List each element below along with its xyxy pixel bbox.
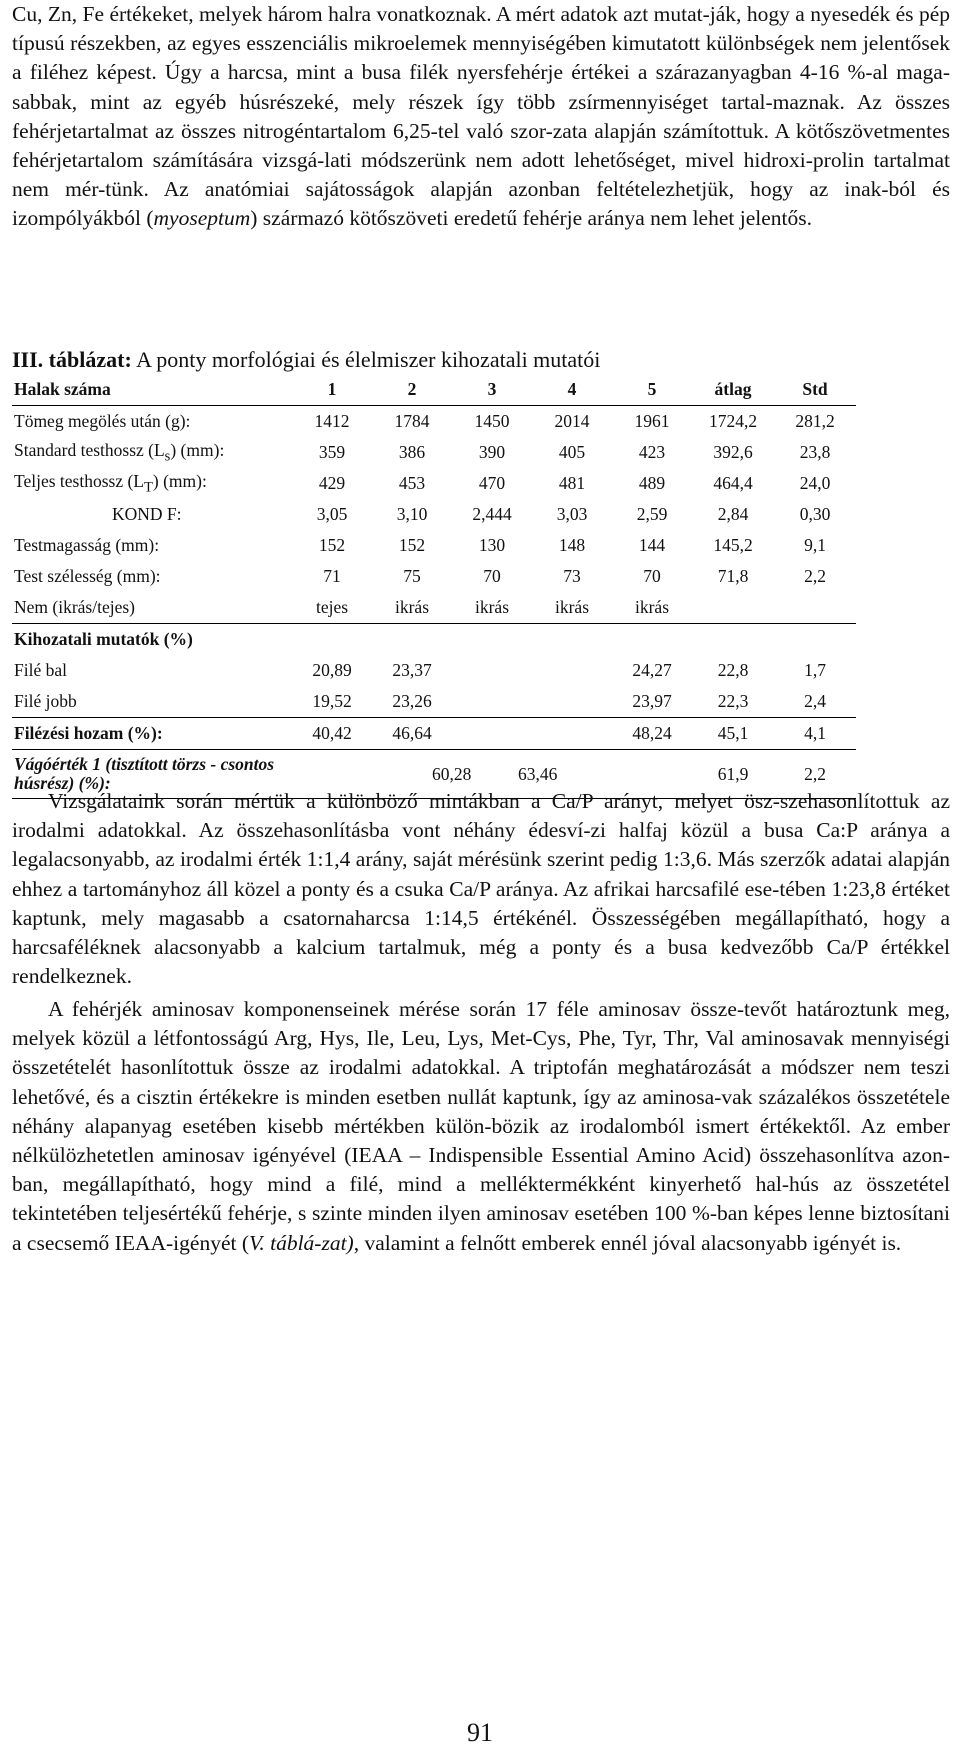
- table-cell: 2014: [554, 411, 590, 431]
- table-cell: 2,2: [804, 566, 826, 586]
- header-cell: Halak száma: [12, 374, 292, 406]
- table-caption-label: III. táblázat:: [12, 347, 132, 372]
- table-cell: 144: [638, 535, 666, 555]
- table-cell: 1450: [474, 411, 510, 431]
- table-cell: [532, 686, 612, 718]
- table-cell: 71,8: [717, 566, 749, 586]
- table-cell: 2,59: [636, 504, 668, 524]
- subscript: s: [164, 448, 171, 465]
- table-row: [12, 530, 856, 561]
- table-cell: 423: [638, 442, 666, 462]
- table-cell: 45,1: [692, 718, 774, 750]
- row-label: Filézési hozam (%):: [12, 718, 292, 750]
- row-label: Tömeg megölés után (g):: [14, 411, 191, 431]
- table-cell: 2,4: [804, 691, 826, 711]
- table-cell: 71: [323, 566, 341, 586]
- section-label: Kihozatali mutatók (%): [12, 624, 292, 656]
- header-cell: 3: [452, 374, 532, 406]
- table-cell: 60,28: [372, 750, 452, 799]
- row-label: Test szélesség (mm):: [14, 566, 161, 586]
- table-cell: 359: [318, 442, 346, 462]
- table-cell: 148: [558, 535, 586, 555]
- row-label-text: Standard testhossz (L: [14, 439, 165, 460]
- table-row: [12, 686, 856, 718]
- table-cell: ikrás: [634, 597, 670, 617]
- row-label: Vágóérték 1 (tisztított törzs - csontos húsrész) (%):: [12, 750, 292, 799]
- table-row: [12, 437, 856, 468]
- table-cell: 75: [403, 566, 421, 586]
- table-cell: 70: [483, 566, 501, 586]
- table-cell: 22,8: [717, 660, 749, 680]
- paragraph-3-text-b: , valamint a felnőtt emberek ennél jóval alacsonyabb igényét is.: [353, 1230, 902, 1255]
- table-cell: [532, 718, 612, 750]
- table-cell: 23,26: [392, 691, 432, 711]
- table-caption-text: A ponty morfológiai és élelmiszer kihozatali mutatói: [131, 347, 601, 372]
- table-cell: 386: [398, 442, 426, 462]
- table-cell: 3,10: [396, 504, 428, 524]
- table-row: [12, 561, 856, 592]
- table-cell: 390: [478, 442, 506, 462]
- table-cell: 19,52: [312, 691, 352, 711]
- table-cell: 20,89: [312, 660, 352, 680]
- table-row: [12, 592, 856, 624]
- row-label: [12, 437, 292, 468]
- table-cell: 2,444: [472, 504, 512, 524]
- table-cell: ikrás: [474, 597, 510, 617]
- table-cell: 4,1: [774, 718, 856, 750]
- header-cell: Std: [774, 374, 856, 406]
- table-caption: [12, 345, 950, 374]
- header-cell: 5: [612, 374, 692, 406]
- table-cell: 46,64: [372, 718, 452, 750]
- table-cell: 481: [558, 473, 586, 493]
- row-label: [12, 468, 292, 499]
- table-cell: 489: [638, 473, 666, 493]
- table-cell: 152: [318, 535, 346, 555]
- table-cell: 23,37: [392, 660, 432, 680]
- header-cell: 2: [372, 374, 452, 406]
- table-cell: [692, 592, 774, 624]
- paragraph-1-text-b: ) származó kötőszöveti eredetű fehérje aránya nem lehet jelentős.: [250, 206, 812, 231]
- page-number: 91: [467, 1718, 493, 1747]
- paragraph-3-italic: V. táblá-zat): [249, 1230, 354, 1255]
- table-row: [12, 499, 856, 530]
- table-cell: 1961: [634, 411, 670, 431]
- table-cell: 392,6: [713, 442, 753, 462]
- table-cell: 152: [398, 535, 426, 555]
- table-cell: 48,24: [612, 718, 692, 750]
- table-cell: 464,4: [713, 473, 753, 493]
- row-label: Filé jobb: [14, 691, 77, 711]
- table-cell: ikrás: [554, 597, 590, 617]
- row-label-suffix: ) (mm):: [170, 439, 225, 460]
- table-cell: 2,2: [774, 750, 856, 799]
- table-row: [12, 718, 856, 750]
- paragraph-1: [12, 0, 950, 234]
- table-cell: 2,84: [717, 504, 749, 524]
- paragraph-3: [12, 995, 950, 1258]
- paragraph-1-text-a: Cu, Zn, Fe értékeket, melyek három halra vonatkoznak. A mért adatok azt mutat-ják, hogy a nyesedék és pép típusú részekben, az egyes esszenciális mikroelemek mennyiségében kimutatott különbségek nem jelentősek a filéhez képest. Úgy a harcsa, mint a busa filék nyersfehérje értékei a szárazanyagban 4-16 %-al maga-sabbak, mint az egyéb húsrészeké, mely részek így több zsírmennyiséget tartal-maznak. Az összes fehérjetartalmat az összes nitrogéntartalom 6,25-tel való szor-zata alapján számítottuk. A kötőszövetmentes fehérjetartalom számítására vizsgá-lati módszerünk nem adott lehetőséget, mivel hidroxi-prolin tartalmat nem mér-tünk. Az anatómiai sajátosságok alapján azonban feltételezhetjük, hogy az inak-ból és izompólyákból (: [12, 2, 950, 231]
- table-cell: 63,46: [452, 750, 532, 799]
- row-label: Filé bal: [14, 660, 67, 680]
- table-cell: 73: [563, 566, 581, 586]
- table-row: [12, 468, 856, 499]
- table-cell: 470: [478, 473, 506, 493]
- table-cell: 24,0: [799, 473, 831, 493]
- row-label-text: Teljes testhossz (L: [14, 470, 144, 491]
- table-cell: 61,9: [692, 750, 774, 799]
- table-cell: 1784: [394, 411, 430, 431]
- row-label: Testmagasság (mm):: [14, 535, 160, 555]
- table-cell: 405: [558, 442, 586, 462]
- table-cell: [452, 718, 532, 750]
- row-label: Nem (ikrás/tejes): [14, 597, 135, 617]
- table-cell: 40,42: [292, 718, 372, 750]
- table-cell: 453: [398, 473, 426, 493]
- table-cell: 1412: [314, 411, 350, 431]
- section-row: [12, 624, 856, 656]
- table-cell: 22,3: [717, 691, 749, 711]
- paragraph-3-text-a: A fehérjék aminosav komponenseinek mérése során 17 féle aminosav össze-tevőt határoztunk meg, melyek közül a létfontosságú Arg, Hys, Ile, Leu, Lys, Met-Cys, Phe, Tyr, Thr, Val aminosavak mennyiségi összetételét hasonlítottuk össze az irodalmi adatokkal. A triptofán meghatározását a módszer nem teszi lehetővé, és a cisztin értékekre is minden esetben nullát kaptunk, így az aminosa-vak százalékos összetétele néhány alapanyag esetében kisebb mértékben külön-bözik az irodalomból ismert értékektől. Az ember nélkülözhetetlen aminosav igényével (IEAA – Indispensible Essential Amino Acid) összehasonlítva azon-ban, megállapítható, hogy mind a filé, mind a melléktermékként kinyerhető hal-hús az összetétel tekintetében teljesértékű fehérje, s szinte minden ilyen aminosav esetében 100 %-ban képes lenne biztosítani a csecsemő IEAA-igényét (: [12, 997, 950, 1255]
- table-cell: 429: [318, 473, 346, 493]
- table-row: [12, 406, 856, 438]
- row-label-suffix: ) (mm):: [152, 470, 207, 491]
- table-cell: 281,2: [795, 411, 835, 431]
- table-cell: [452, 655, 532, 686]
- table-cell: [774, 592, 856, 624]
- table-cell: [532, 655, 612, 686]
- header-cell: 1: [292, 374, 372, 406]
- table-header-row: [12, 374, 856, 406]
- table-cell: 23,97: [632, 691, 672, 711]
- table-cell: 23,8: [799, 442, 831, 462]
- table-cell: tejes: [315, 597, 349, 617]
- table-row: [12, 655, 856, 686]
- table-cell: 145,2: [713, 535, 753, 555]
- table-cell: 70: [643, 566, 661, 586]
- table-cell: [452, 686, 532, 718]
- carp-morphology-table: [12, 374, 856, 799]
- header-cell: átlag: [692, 374, 774, 406]
- table-cell: 3,05: [316, 504, 348, 524]
- paragraph-2: Vizsgálataink során mértük a különböző mintákban a Ca/P arányt, melyet ösz-szehasonlítottuk az irodalmi adatokkal. Az összehasonlításba vont néhány édesví-zi halfaj közül a busa Ca:P aránya a legalacsonyabb, az irodalmi érték 1:1,4 arány, saját mérésünk szerint pedig 1:3,6. Más szerzők adatai alapján ehhez a tartományhoz áll közel a ponty és a csuka Ca/P aránya. Az afrikai harcsafilé ese-tében 1:23,8 értéket kaptunk, mely magasabb a csatornaharcsa 1:14,5 értékénél. Összességében megállapítható, hogy a harcsaféléknek alacsonyabb a kalcium tartalmuk, még a ponty és a busa kedvezőbb Ca/P értékkel rendelkeznek.: [12, 789, 950, 989]
- table-cell: ikrás: [394, 597, 430, 617]
- table-cell: 1724,2: [708, 411, 758, 431]
- table-cell: 24,27: [632, 660, 672, 680]
- paragraph-1-italic: myoseptum: [153, 206, 251, 231]
- row-label: KOND F:: [112, 504, 182, 524]
- table-cell: 1,7: [804, 660, 826, 680]
- table-cell: 9,1: [804, 535, 826, 555]
- subscript: T: [144, 479, 153, 496]
- table-cell: 0,30: [799, 504, 831, 524]
- table-cell: 130: [478, 535, 506, 555]
- header-cell: 4: [532, 374, 612, 406]
- table-cell: 3,03: [556, 504, 588, 524]
